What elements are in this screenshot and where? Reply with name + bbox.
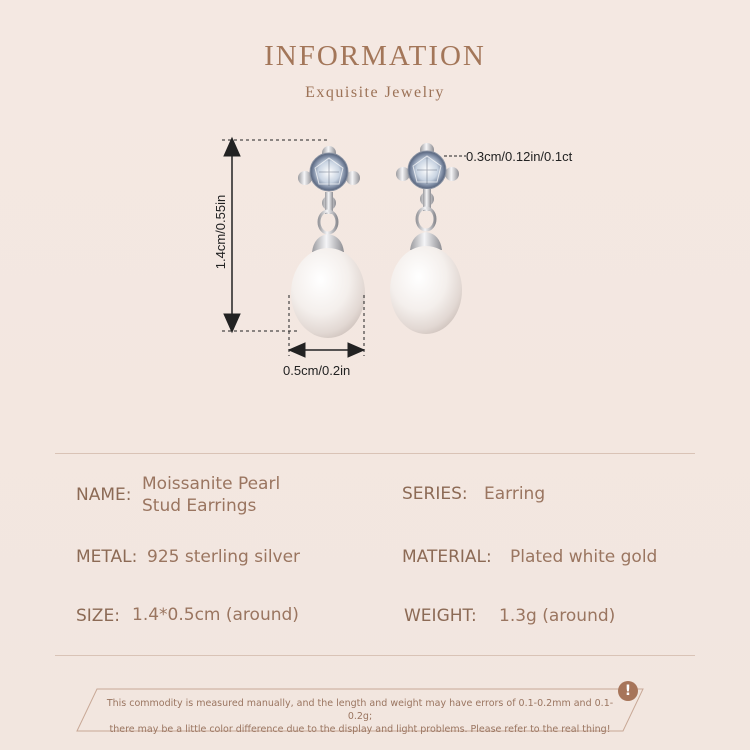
- size-label: SIZE:: [76, 606, 120, 626]
- divider-top: [55, 453, 695, 454]
- left-earring: [291, 146, 365, 338]
- name-value-line2: Stud Earrings: [142, 496, 257, 516]
- material-label: MATERIAL:: [402, 547, 492, 567]
- series-value: Earring: [484, 484, 546, 504]
- size-value: 1.4*0.5cm (around): [132, 605, 299, 625]
- right-earring: [390, 143, 462, 334]
- weight-label: WEIGHT:: [404, 606, 477, 626]
- disclaimer-notice: [75, 688, 645, 735]
- metal-value: 925 sterling silver: [147, 547, 301, 567]
- page-title: INFORMATION: [264, 40, 486, 72]
- material-value: Plated white gold: [510, 547, 658, 567]
- series-label: SERIES:: [402, 484, 468, 504]
- notice-line1: This commodity is measured manually, and the length and weight may have errors of 0.1-0.2mm and 0.1-0.2g;: [106, 698, 614, 722]
- height-label: 1.4cm/0.55in: [213, 194, 228, 270]
- notice-line2: there may be a little color difference due to the display and light problems. Please refer to the real thing!: [109, 724, 611, 735]
- width-label: 0.5cm/0.2in: [283, 363, 351, 378]
- name-value-line1: Moissanite Pearl: [142, 474, 281, 494]
- metal-label: METAL:: [76, 547, 138, 567]
- stone-size-label: 0.3cm/0.12in/0.1ct: [466, 149, 573, 164]
- name-label: NAME:: [76, 485, 132, 505]
- divider-bottom: [55, 655, 695, 656]
- page-subtitle: Exquisite Jewelry: [305, 84, 445, 101]
- exclamation-icon: !: [618, 681, 638, 701]
- weight-value: 1.3g (around): [499, 606, 616, 626]
